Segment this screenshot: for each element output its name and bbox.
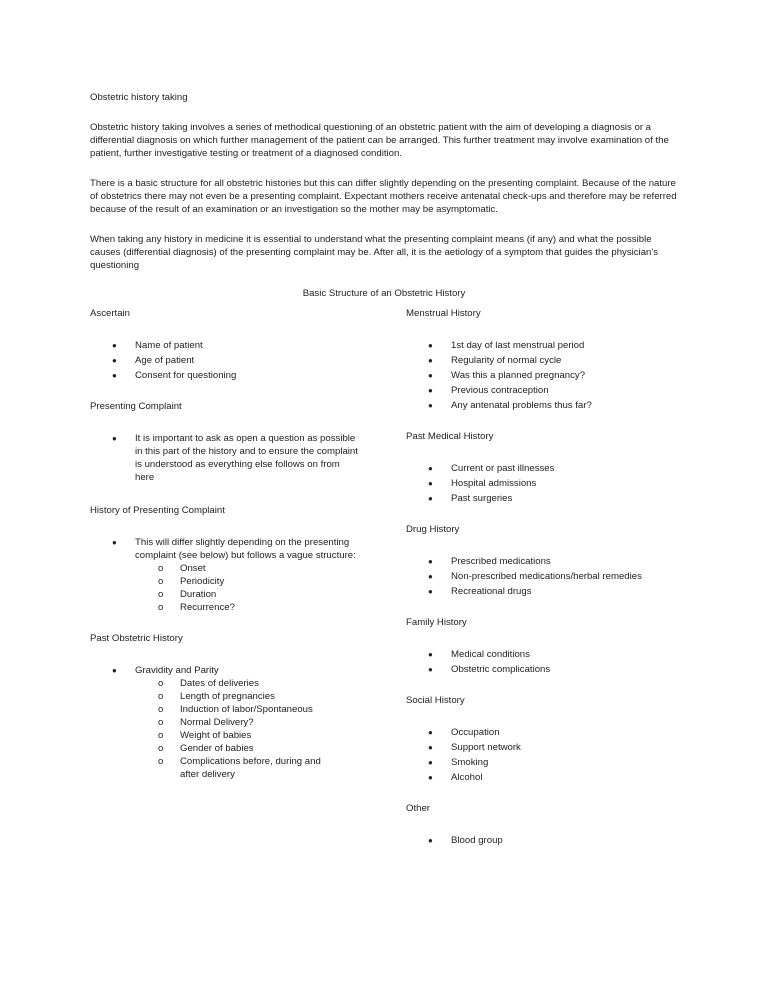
differential-paragraph: When taking any history in medicine it is essential to understand what the presenting complaint means (if any) and what the possible causes (differential diagnosis) of the presenting complaint may be. After all, it is the aetiology of a symptom that guides the physician's questioning — [90, 234, 658, 271]
list-item: ● Any antenatal problems thus far? — [406, 399, 686, 412]
structure-paragraph: There is a basic structure for all obstetric histories but this can differ slightly depending on the presenting complaint. Because of the nature of obstetrics there may not even be a presenting complaint. Expectant mothers receive antenatal check-ups and therefore may be referred because of the result of an examination or an investigation so the mother may be asymptomatic. — [90, 178, 677, 215]
sub-list-item: o Onset — [135, 562, 370, 575]
section-title-past-medical-history: Past Medical History — [406, 431, 494, 442]
list-item: ● Age of patient — [90, 354, 370, 367]
list-item — [90, 664, 370, 781]
list-item: ● Prescribed medications — [406, 555, 686, 568]
pob-item-text: Gravidity and Parity — [135, 665, 219, 676]
list-item: ● Previous contraception — [406, 384, 686, 397]
section-title-other: Other — [406, 803, 430, 814]
social-list — [406, 726, 686, 784]
list-item: ● Current or past illnesses — [406, 462, 686, 475]
ascertain-list — [90, 339, 370, 382]
sub-list-item: o Weight of babies — [135, 729, 340, 742]
sub-list-item: o Duration — [135, 588, 370, 601]
list-item — [90, 536, 370, 614]
section-title-family-history: Family History — [406, 617, 467, 628]
section-title-social-history: Social History — [406, 695, 465, 706]
list-item: ● Consent for questioning — [90, 369, 370, 382]
list-item: ● Blood group — [406, 834, 686, 847]
presenting-list — [90, 432, 370, 484]
list-item: ● Alcohol — [406, 771, 686, 784]
list-item: ● 1st day of last menstrual period — [406, 339, 686, 352]
list-item: ● Non-prescribed medications/herbal remedies — [406, 570, 686, 583]
menstrual-list — [406, 339, 686, 412]
list-item: ● Smoking — [406, 756, 686, 769]
sub-list-item: o Recurrence? — [135, 601, 370, 614]
pmh-list — [406, 462, 686, 505]
section-title-past-obstetric-history: Past Obstetric History — [90, 633, 183, 644]
section-title-hpc: History of Presenting Complaint — [90, 505, 225, 516]
sub-list-item: o Complications before, during and after delivery — [135, 755, 340, 781]
sub-list-item: o Gender of babies — [135, 742, 340, 755]
hpc-sublist — [135, 562, 370, 614]
list-item: ● Occupation — [406, 726, 686, 739]
list-item: ● Regularity of normal cycle — [406, 354, 686, 367]
hpc-list — [90, 536, 370, 614]
section-title-drug-history: Drug History — [406, 524, 460, 535]
section-title-presenting-complaint: Presenting Complaint — [90, 401, 182, 412]
section-title-ascertain: Ascertain — [90, 308, 130, 319]
section-title-menstrual-history: Menstrual History — [406, 308, 481, 319]
list-item: ● It is important to ask as open a question as possible in this part of the history and to ensure the complaint is understood as everything else follows on from here — [90, 432, 370, 484]
family-list — [406, 648, 686, 676]
structure-caption: Basic Structure of an Obstetric History — [302, 287, 466, 299]
right-column — [406, 307, 686, 847]
intro-paragraph: Obstetric history taking involves a series of methodical questioning of an obstetric patient with the aim of developing a diagnosis or a differential diagnosis on which further management of the patient can be arranged. This further treatment may involve examination of the patient, further investigative testing or treatment of a diagnosed condition. — [90, 122, 669, 159]
list-item: ● Medical conditions — [406, 648, 686, 661]
list-item: ● Obstetric complications — [406, 663, 686, 676]
list-item: ● Recreational drugs — [406, 585, 686, 598]
sub-list-item: o Periodicity — [135, 575, 370, 588]
list-item: ● Was this a planned pregnancy? — [406, 369, 686, 382]
list-item: ● Past surgeries — [406, 492, 686, 505]
sub-list-item: o Length of pregnancies — [135, 690, 340, 703]
drug-list — [406, 555, 686, 598]
document-title: Obstetric history taking — [90, 92, 188, 103]
list-item: ● Support network — [406, 741, 686, 754]
sub-list-item: o Dates of deliveries — [135, 677, 340, 690]
left-column — [90, 307, 370, 781]
other-list — [406, 834, 686, 847]
sub-list-item: o Induction of labor/Spontaneous — [135, 703, 340, 716]
pob-sublist — [135, 677, 370, 781]
sub-list-item: o Normal Delivery? — [135, 716, 340, 729]
hpc-item-text: This will differ slightly depending on the presenting complaint (see below) but follows a vague structure: — [135, 537, 356, 561]
list-item: ● Hospital admissions — [406, 477, 686, 490]
list-item: ● Name of patient — [90, 339, 370, 352]
pob-list — [90, 664, 370, 781]
